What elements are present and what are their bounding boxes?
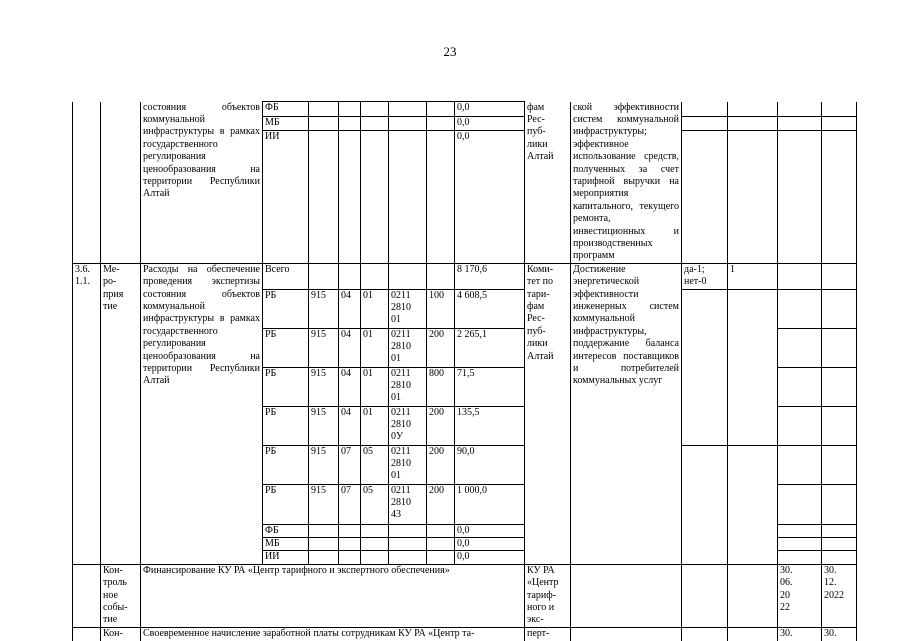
cell-amount: 0,0 <box>455 538 525 551</box>
cell-source: РБ <box>263 484 309 524</box>
cell-event-name: Своевременное начисление заработной платы сотрудникам КУ РА «Центр та- <box>141 627 525 641</box>
cell-grbs: 915 <box>309 484 339 524</box>
cell-result: ской эффективности систем коммунальной инфраструктуры; эффективное использование средств, полученных за счет тарифной выручки на мероприятия капитального, текущего ремонта, инвестиционных и производственных программ <box>571 102 682 264</box>
cell-rz: 04 <box>339 406 361 445</box>
cell-type: Кон- троль ное собы- тие <box>101 564 141 627</box>
cell-source: РБ <box>263 406 309 445</box>
cell-vr: 200 <box>427 484 455 524</box>
cell-grbs: 915 <box>309 328 339 367</box>
cell-date-end: 30. 12. 2022 <box>822 564 857 627</box>
cell-source: ФБ <box>263 524 309 537</box>
cell-value: 1 <box>728 263 778 289</box>
cell-vr: 200 <box>427 445 455 484</box>
cell-result: Достижение энергетической эффективности инженерных систем коммунальной инфраструктуры, поддержание баланса интересов поставщиков и потребителей коммунальных услуг <box>571 263 682 564</box>
cell-type: Кон- <box>101 627 141 641</box>
cell-type <box>101 102 141 264</box>
cell-grbs: 915 <box>309 406 339 445</box>
cell-source: МБ <box>263 116 309 130</box>
cell-rz: 07 <box>339 484 361 524</box>
table-row <box>73 263 857 289</box>
cell-source: ИИ <box>263 551 309 564</box>
cell-pr: 01 <box>361 367 389 406</box>
cell-amount: 0,0 <box>455 116 525 130</box>
cell-amount: 0,0 <box>455 130 525 263</box>
cell-csr: 0211 2810 01 <box>389 445 427 484</box>
cell-amount: 71,5 <box>455 367 525 406</box>
cell-amount: 90,0 <box>455 445 525 484</box>
cell-executor: Коми- тет по тари- фам Рес- пуб- лики Алтай <box>525 263 571 564</box>
cell-event-name: Финансирование КУ РА «Центр тарифного и экспертного обеспечения» <box>141 564 525 627</box>
cell-activity-name: состояния объектов коммунальной инфраструктуры в рамках государственного регулирования ценообразования на территории Республики Алтай <box>141 102 263 264</box>
cell-rz: 04 <box>339 367 361 406</box>
table-row <box>73 102 857 117</box>
cell-number: 3.6. 1.1. <box>73 263 101 564</box>
cell-amount: 4 608,5 <box>455 289 525 328</box>
cell-amount: 8 170,6 <box>455 263 525 289</box>
cell-source: Всего <box>263 263 309 289</box>
cell-csr: 0211 2810 01 <box>389 367 427 406</box>
cell-vr: 200 <box>427 328 455 367</box>
cell-amount: 2 265,1 <box>455 328 525 367</box>
cell-amount: 0,0 <box>455 102 525 117</box>
program-table <box>72 101 857 641</box>
table-row <box>73 564 857 627</box>
cell-indicator: да-1; нет-0 <box>682 263 728 289</box>
cell-executor: перт- <box>525 627 571 641</box>
cell-pr: 01 <box>361 289 389 328</box>
cell-source: ИИ <box>263 130 309 263</box>
cell-csr: 0211 2810 01 <box>389 289 427 328</box>
cell-csr: 0211 2810 43 <box>389 484 427 524</box>
page-number: 23 <box>443 44 457 59</box>
table-row <box>73 627 857 641</box>
cell-executor: КУ РА «Центр тариф- ного и экс- <box>525 564 571 627</box>
cell-source: ФБ <box>263 102 309 117</box>
cell-number <box>73 102 101 264</box>
cell-rz: 04 <box>339 289 361 328</box>
cell-source: РБ <box>263 328 309 367</box>
cell-pr: 05 <box>361 484 389 524</box>
cell-source: РБ <box>263 445 309 484</box>
cell-activity-name: Расходы на обеспечение проведения экспертизы состояния объектов коммунальной инфраструктуры в рамках государственного регулирования ценообразования на территории Республики Алтай <box>141 263 263 564</box>
cell-rz: 07 <box>339 445 361 484</box>
cell-rz: 04 <box>339 328 361 367</box>
cell-date-start: 30. 06. 20 22 <box>778 564 822 627</box>
cell-vr: 800 <box>427 367 455 406</box>
cell-grbs: 915 <box>309 367 339 406</box>
cell-type: Ме- ро- прия тие <box>101 263 141 564</box>
cell-amount: 135,5 <box>455 406 525 445</box>
cell-pr: 01 <box>361 328 389 367</box>
cell-amount: 1 000,0 <box>455 484 525 524</box>
cell-source: РБ <box>263 289 309 328</box>
cell-pr: 05 <box>361 445 389 484</box>
cell-vr: 100 <box>427 289 455 328</box>
cell-executor: фам Рес- пуб- лики Алтай <box>525 102 571 264</box>
cell-csr: 0211 2810 01 <box>389 328 427 367</box>
cell-amount: 0,0 <box>455 551 525 564</box>
cell-grbs: 915 <box>309 289 339 328</box>
cell-source: РБ <box>263 367 309 406</box>
cell-pr: 01 <box>361 406 389 445</box>
cell-csr: 0211 2810 0У <box>389 406 427 445</box>
cell-vr: 200 <box>427 406 455 445</box>
cell-date-start: 30. <box>778 627 822 641</box>
cell-amount: 0,0 <box>455 524 525 537</box>
cell-grbs: 915 <box>309 445 339 484</box>
cell-date-end: 30. <box>822 627 857 641</box>
cell-source: МБ <box>263 538 309 551</box>
